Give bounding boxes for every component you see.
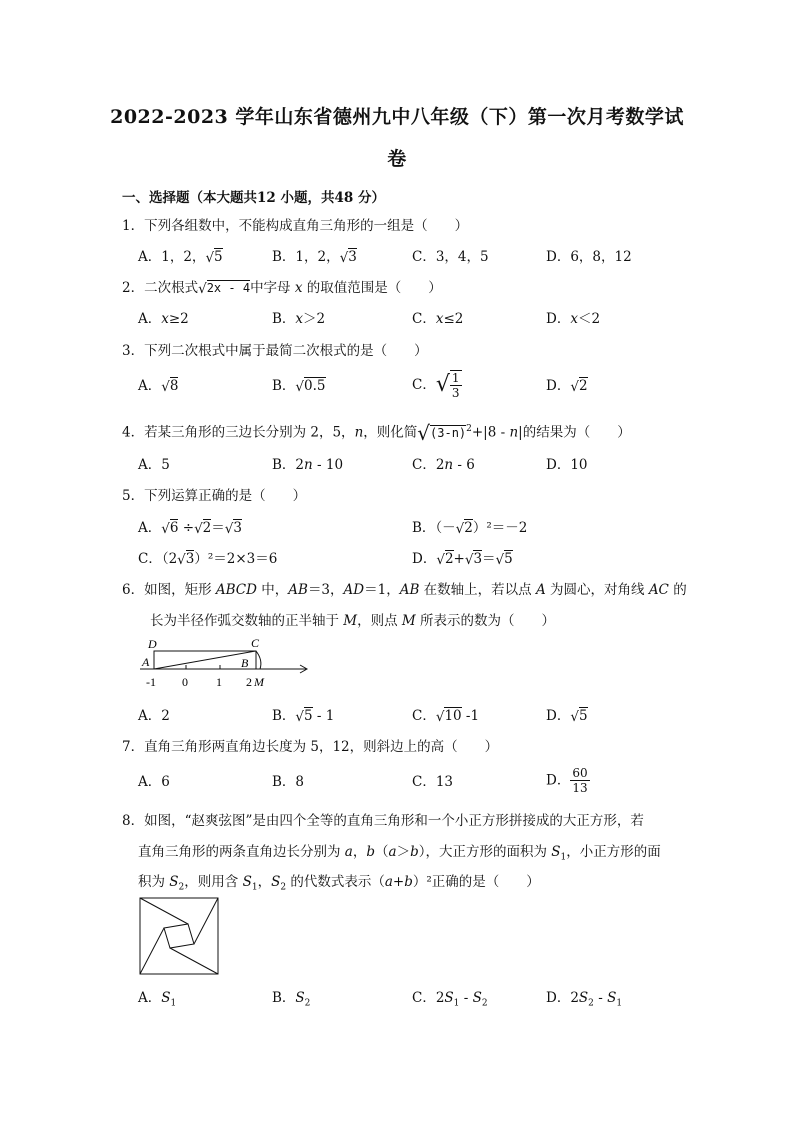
q7-option-d: D． $\frac{60}{13}$ [546,766,588,795]
label-a: A [142,655,150,669]
q2-option-a: A．x≥2 [138,311,189,327]
q3-option-b: B．√0.5 [272,378,326,395]
sqrt-symbol-icon: √ [339,249,349,266]
q3-option-c: C．√ $\frac{1}{3}$ [412,371,460,400]
q6-option-a: A．2 [138,708,170,724]
question-6-stem-line1: 6．如图，矩形 ABCD 中，AB＝3，AD＝1，AB 在数轴上，若以点 A 为圆心，对角线 AC 的 [122,582,687,598]
question-2-stem: 2．二次根式√2x - 4中字母 x 的取值范围是（ ） [122,280,442,297]
q8-option-c: C．$2S_1 - S_2$ [412,990,488,1009]
label-c: C [251,636,260,650]
question-4-stem: 4．若某三角形的三边长分别为 2，5，n，则化简$√(3-n)^2+|8 - n|$的结果为（ ） [122,421,631,445]
q7-option-a: A．6 [138,774,170,790]
section-heading: 一、选择题（本大题共12 小题，共48 分） [122,190,385,206]
q5-option-d: D．√2+√3＝√5 [412,551,513,568]
q2-option-b: B．x＞2 [272,311,326,327]
triangle-edge-4 [140,928,164,974]
q1-option-b: B．1，2，√3 [272,249,357,266]
q4-option-c: C．2n - 6 [412,457,475,473]
arc-to-m [256,651,261,669]
label-m: M [254,675,264,689]
q3-option-a: A．√8 [138,378,179,395]
q2-option-c: C．x≤2 [412,311,464,327]
q4-option-a: A．5 [138,457,170,473]
triangle-edge-1 [140,898,188,924]
question-5-stem: 5．下列运算正确的是（ ） [122,488,307,504]
q5-option-c: C．（2√3）²＝2×3＝6 [138,551,278,568]
question-8-stem-line3: 积为 $S_2$，则用含 $S_1$，$S_2$ 的代数式表示（a+b）²正确的是（ ） [138,874,540,893]
q5-option-b: B．（－√2）²＝－2 [412,520,528,537]
outer-square [140,898,218,974]
label-d: D [148,637,157,651]
tick-label-2: 2 [246,675,252,689]
q7-option-c: C．13 [412,774,454,790]
q8-option-d: D．$2S_2 - S_1$ [546,990,623,1009]
q6-option-c: C．√10 -1 [412,708,480,725]
question-1-stem: 1．下列各组数中，不能构成直角三角形的一组是（ ） [122,218,469,234]
q1-option-c: C．3，4，5 [412,249,489,265]
q6-option-d: D．√5 [546,708,588,725]
q2-option-d: D．x＜2 [546,311,601,327]
zhao-shuang-diagram [139,897,221,977]
question-3-stem: 3．下列二次根式中属于最简二次根式的是（ ） [122,343,428,359]
label-b: B [241,656,249,670]
q1-option-d: D．6，8，12 [546,249,632,265]
inner-square [164,924,194,948]
q4-option-d: D．10 [546,457,588,473]
number-line-rectangle-figure [136,634,316,692]
triangle-edge-3 [170,948,218,974]
tick-label-1: 1 [216,675,222,689]
exam-title-line2: 卷 [387,148,407,170]
triangle-edge-2 [194,898,218,944]
q1-option-a: A．1，2，√5 [138,249,223,266]
q8-option-b: B．$S_2$ [272,990,311,1009]
sqrt-symbol-icon: √ [198,280,207,297]
question-8-stem-line1: 8．如图，“赵爽弦图”是由四个全等的直角三角形和一个小正方形拼接成的大正方形，若 [122,813,644,829]
q5-option-a: A．√6 ÷√2＝√3 [138,520,242,537]
question-6-stem-line2: 长为半径作弧交数轴的正半轴于 M，则点 M 所表示的数为（ ） [150,613,556,629]
q8-option-a: A．$S_1$ [138,990,177,1009]
question-7-stem: 7．直角三角形两直角边长度为 5，12，则斜边上的高（ ） [122,739,499,755]
q6-option-b: B．√5 - 1 [272,708,335,725]
q3-option-d: D．√2 [546,378,588,395]
question-8-stem-line2: 直角三角形的两条直角边长分别为 a，b（a＞b），大正方形的面积为 $S_1$，小正方形的面 [138,844,661,863]
q4-option-b: B．2n - 10 [272,457,344,473]
sqrt-symbol-icon: √ [205,249,215,266]
tick-label-neg1: -1 [146,675,156,689]
q7-option-b: B．8 [272,774,305,790]
exam-title-line1: 2022-2023 学年山东省德州九中八年级（下）第一次月考数学试 [110,106,684,128]
tick-label-0: 0 [182,675,188,689]
